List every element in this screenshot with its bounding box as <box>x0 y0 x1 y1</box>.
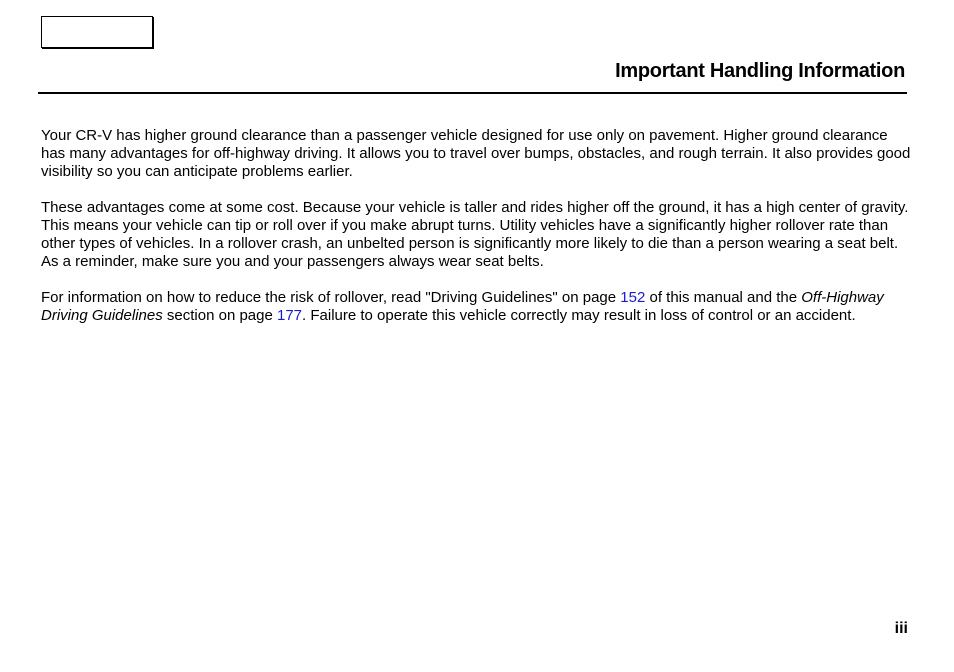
guidelines-title: Off-Highway Driving Guidelines <box>41 289 884 324</box>
paragraph-more-information <box>41 289 911 325</box>
text-segment: of this manual and the <box>645 289 802 306</box>
navigation-box[interactable] <box>41 16 153 48</box>
text-segment: For information on how to reduce the risk of rollover, read "Driving Guidelines" on page <box>41 289 621 306</box>
page-number: iii <box>894 620 908 637</box>
page-title: Important Handling Information <box>615 60 905 82</box>
title-divider <box>38 92 907 94</box>
paragraph-rollover-risk: These advantages come at some cost. Because your vehicle is taller and rides higher off the ground, it has a high center of gravity. This means your vehicle can tip or roll over if you make abrupt turns. Utility vehicles have a significantly higher rollover rate than other types of vehicles. In a rollover crash, an unbelted person is significantly more likely to die than a person wearing a seat belt. As a reminder, make sure you and your passengers always wear seat belts. <box>41 199 909 270</box>
page-link-177[interactable]: 177 <box>277 307 303 324</box>
text-segment: section on page <box>162 307 277 324</box>
page-link-152[interactable]: 152 <box>620 289 646 306</box>
main-content <box>41 127 911 343</box>
text-segment: . Failure to operate this vehicle correctly may result in loss of control or an accident. <box>302 307 856 324</box>
paragraph-ground-clearance: Your CR-V has higher ground clearance than a passenger vehicle designed for use only on pavement. Higher ground clearance has many advantages for off-highway driving. It allows you to travel over bumps, obstacles, and rough terrain. It also provides good visibility so you can anticipate problems earlier. <box>41 127 911 180</box>
